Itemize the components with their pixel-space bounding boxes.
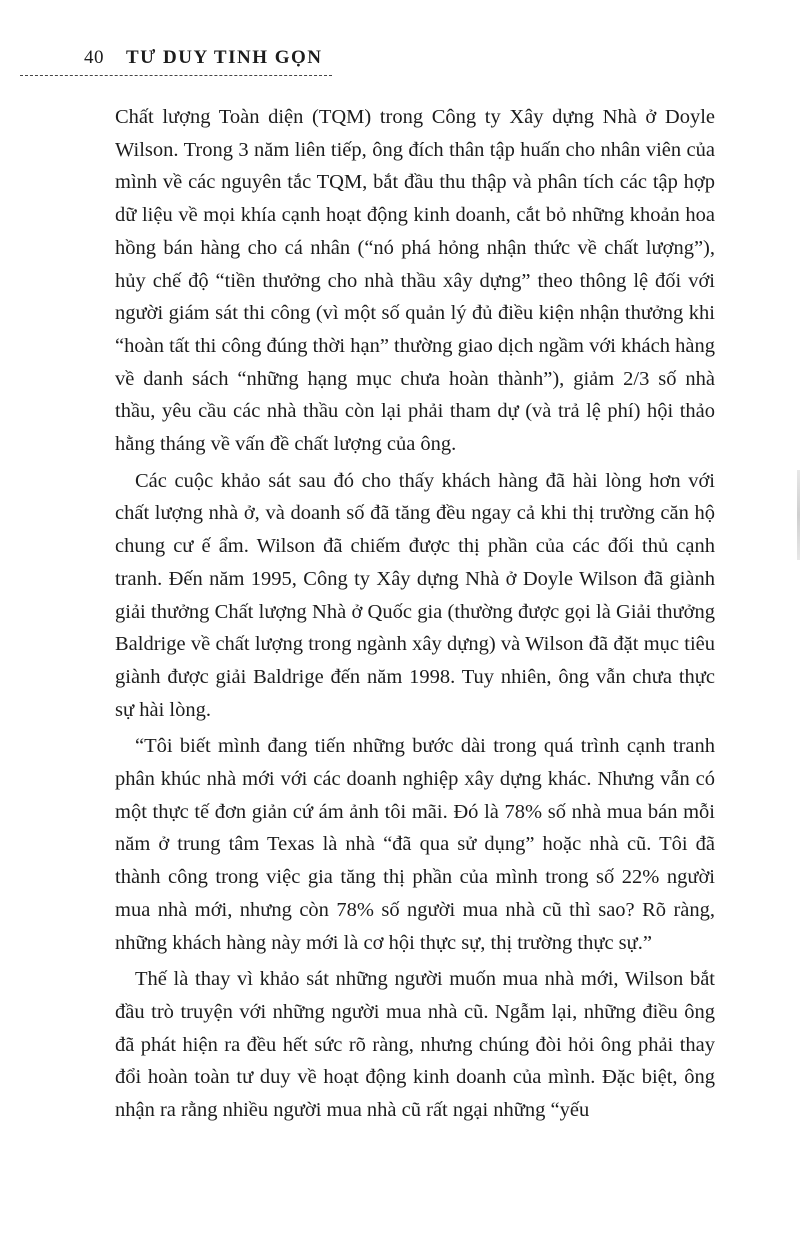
paragraph-2: Các cuộc khảo sát sau đó cho thấy khách hàng đã hài lòng hơn với chất lượng nhà ở, và doanh số đã tăng đều ngay cả khi thị trường căn hộ chung cư ế ẩm. Wilson đã chiếm được thị phần của các đối thủ cạnh tranh. Đến năm 1995, Công ty Xây dựng Nhà ở Doyle Wilson đã giành giải thưởng Chất lượng Nhà ở Quốc gia (thường được gọi là Giải thưởng Baldrige về chất lượng trong ngành xây dựng) và Wilson đã đặt mục tiêu giành được giải Baldrige đến năm 1998. Tuy nhiên, ông vẫn chưa thực sự hài lòng. [115,469,715,721]
page-number: 40 [84,47,104,68]
book-title: TƯ DUY TINH GỌN [126,47,323,68]
paragraph-3: “Tôi biết mình đang tiến những bước dài trong quá trình cạnh tranh phân khúc nhà mới với các doanh nghiệp xây dựng khác. Nhưng vẫn có một thực tế đơn giản cứ ám ảnh tôi mãi. Đó là 78% số nhà mua bán mỗi năm ở trung tâm Texas là nhà “đã qua sử dụng” hoặc nhà cũ. Tôi đã thành công trong việc gia tăng thị phần của mình trong số 22% người mua nhà mới, nhưng còn 78% số người mua nhà cũ thì sao? Rõ ràng, những khách hàng này mới là cơ hội thực sự, thị trường thực sự.” [115,735,715,954]
body-text [115,101,715,1127]
paragraph-1: Chất lượng Toàn diện (TQM) trong Công ty Xây dựng Nhà ở Doyle Wilson. Trong 3 năm liên tiếp, ông đích thân tập huấn cho nhân viên của mình về các nguyên tắc TQM, bắt đầu thu thập và phân tích các tập hợp dữ liệu về mọi khía cạnh hoạt động kinh doanh, cắt bỏ những khoản hoa hồng bán hàng cho cá nhân (“nó phá hỏng nhận thức về chất lượng”), hủy chế độ “tiền thưởng cho nhà thầu xây dựng” theo thông lệ đối với người giám sát thi công (vì một số quản lý đủ điều kiện nhận thưởng khi “hoàn tất thi công đúng thời hạn” thường giao dịch ngầm với khách hàng về danh sách “những hạng mục chưa hoàn thành”), giảm 2/3 số nhà thầu, yêu cầu các nhà thầu còn lại phải tham dự (và trả lệ phí) hội thảo hằng tháng về vấn đề chất lượng của ông. [115,106,715,456]
paragraph-4: Thế là thay vì khảo sát những người muốn mua nhà mới, Wilson bắt đầu trò truyện với những người mua nhà cũ. Ngẫm lại, những điều ông đã phát hiện ra đều hết sức rõ ràng, nhưng chúng đòi hỏi ông phải thay đổi hoàn toàn tư duy về hoạt động kinh doanh của mình. Đặc biệt, ông nhận ra rằng nhiều người mua nhà cũ rất ngại những “yếu [115,968,715,1122]
header-divider [20,75,332,76]
running-head [84,47,323,69]
